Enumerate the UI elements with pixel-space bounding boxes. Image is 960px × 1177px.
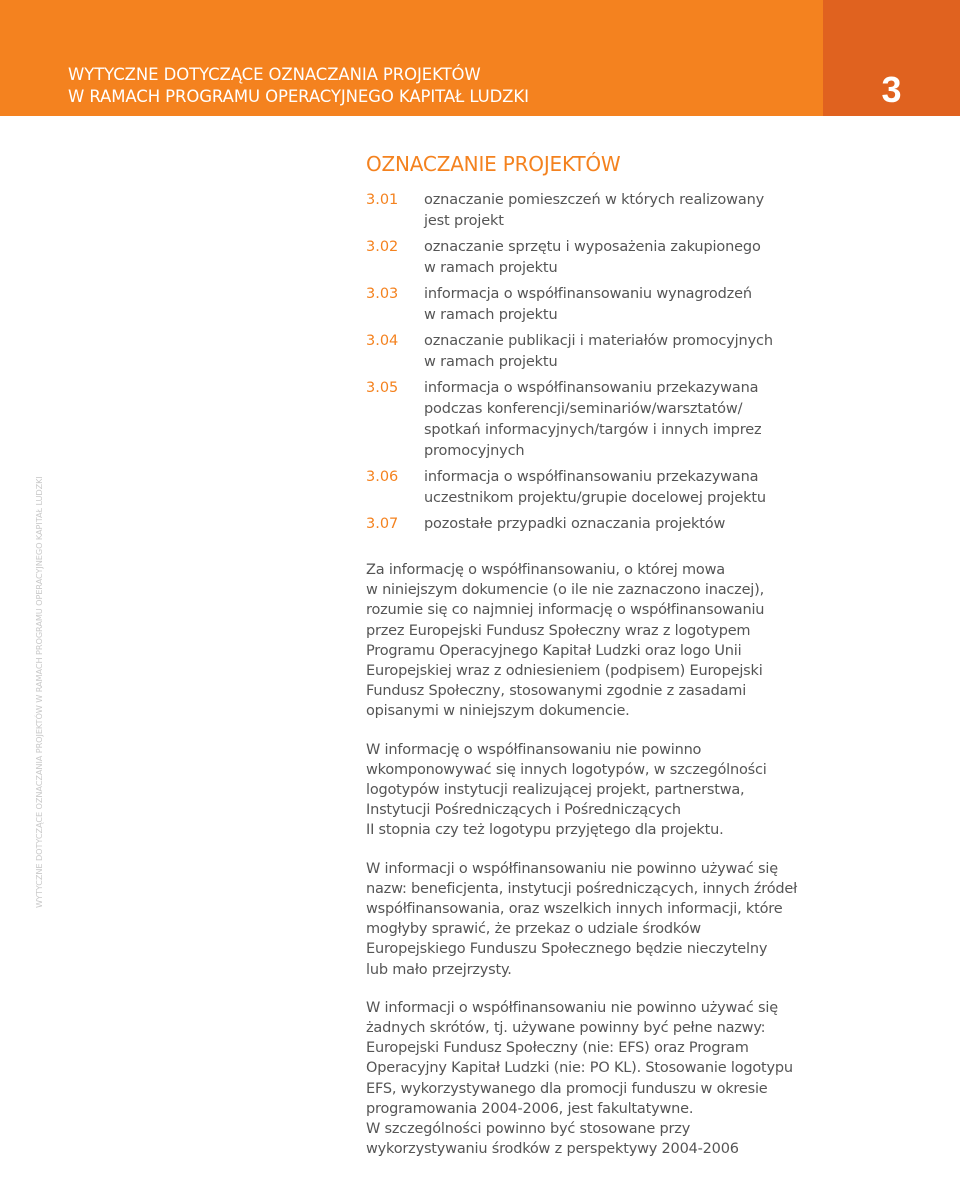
toc-item-3-02[interactable] (366, 237, 806, 279)
paragraph-names: W informacji o współfinansowaniu nie powinno używać się nazw: beneficjenta, instytucji pośredniczących, innych źródeł współfinansowania, oraz wszelkich innych informacji, które mogłyby sprawić, że przekaz o udziale środków Europejskiego Funduszu Społecznego będzie nieczytelny lub mało przejrzysty. (366, 860, 798, 978)
chapter-number: 3 (881, 69, 902, 110)
table-of-contents (366, 190, 806, 540)
toc-text: informacja o współfinansowaniu przekazywana uczestnikom projektu/grupie docelowej projektu (424, 469, 766, 506)
toc-text: informacja o współfinansowaniu przekazywana podczas konferencji/seminariów/warsztatów/ spotkań informacyjnych/targów i innych imprez promocyjnych (424, 380, 762, 459)
toc-text: oznaczanie pomieszczeń w których realizowany jest projekt (424, 192, 765, 229)
toc-item-3-03[interactable] (366, 284, 806, 326)
toc-item-3-05[interactable] (366, 378, 806, 462)
toc-number: 3.05 (366, 380, 399, 396)
toc-number: 3.07 (366, 516, 399, 532)
toc-text: informacja o współfinansowaniu wynagrodzeń w ramach projektu (424, 286, 752, 323)
toc-item-3-01[interactable] (366, 190, 806, 232)
toc-number: 3.03 (366, 286, 399, 302)
toc-number: 3.06 (366, 469, 399, 485)
toc-number: 3.02 (366, 239, 399, 255)
toc-text: oznaczanie sprzętu i wyposażenia zakupionego w ramach projektu (424, 239, 761, 276)
toc-text: pozostałe przypadki oznaczania projektów (424, 516, 726, 532)
document-title (68, 64, 529, 108)
toc-item-3-06[interactable] (366, 467, 806, 509)
document-title-line-1: WYTYCZNE DOTYCZĄCE OZNACZANIA PROJEKTÓW (68, 65, 481, 84)
chapter-number-box (823, 0, 960, 116)
page-header-band (0, 0, 823, 116)
toc-number: 3.04 (366, 333, 399, 349)
document-title-line-2: W RAMACH PROGRAMU OPERACYJNEGO KAPITAŁ LUDZKI (68, 87, 529, 106)
toc-number: 3.01 (366, 192, 399, 208)
toc-item-3-07[interactable] (366, 514, 806, 535)
body-text (366, 560, 826, 1177)
section-title: OZNACZANIE PROJEKTÓW (366, 152, 621, 176)
paragraph-definition: Za informację o współfinansowaniu, o której mowa w niniejszym dokumencie (o ile nie zaznaczono inaczej), rozumie się co najmniej informację o współfinansowaniu przez Europejski Fundusz Społeczny wraz z logotypem Programu Operacyjnego Kapitał Ludzki oraz logo Unii Europejskiej wraz z odniesieniem (podpisem) Europejski Fundusz Społeczny, stosowanymi zgodnie z zasadami opisanymi w niniejszym dokumencie. (366, 562, 765, 720)
toc-text: oznaczanie publikacji i materiałów promocyjnych w ramach projektu (424, 333, 773, 370)
paragraph-abbreviations: W informacji o współfinansowaniu nie powinno używać się żadnych skrótów, tj. używane powinny być pełne nazwy: Europejski Fundusz Społeczny (nie: EFS) oraz Program Operacyjny Kapitał Ludzki (nie: PO KL). Stosowanie logotypu EFS, wykorzystywanego dla promocji funduszu w okresie programowania 2004-2006, jest fakultatywne. W szczególności powinno być stosowane przy wykorzystywaniu środków z perspektywy 2004-2006 (366, 999, 793, 1158)
paragraph-logos: W informację o współfinansowaniu nie powinno wkomponowywać się innych logotypów, w szczególności logotypów instytucji realizującej projekt, partnerstwa, Instytucji Pośredniczących i Pośredniczących II stopnia czy też logotypu przyjętego dla projektu. (366, 741, 767, 839)
vertical-running-title: WYTYCZNE DOTYCZĄCE OZNACZANIA PROJEKTÓW W RAMACH PROGRAMU OPERACYJNEGO KAPITAŁ LUDZKI (34, 476, 44, 908)
toc-item-3-04[interactable] (366, 331, 806, 373)
